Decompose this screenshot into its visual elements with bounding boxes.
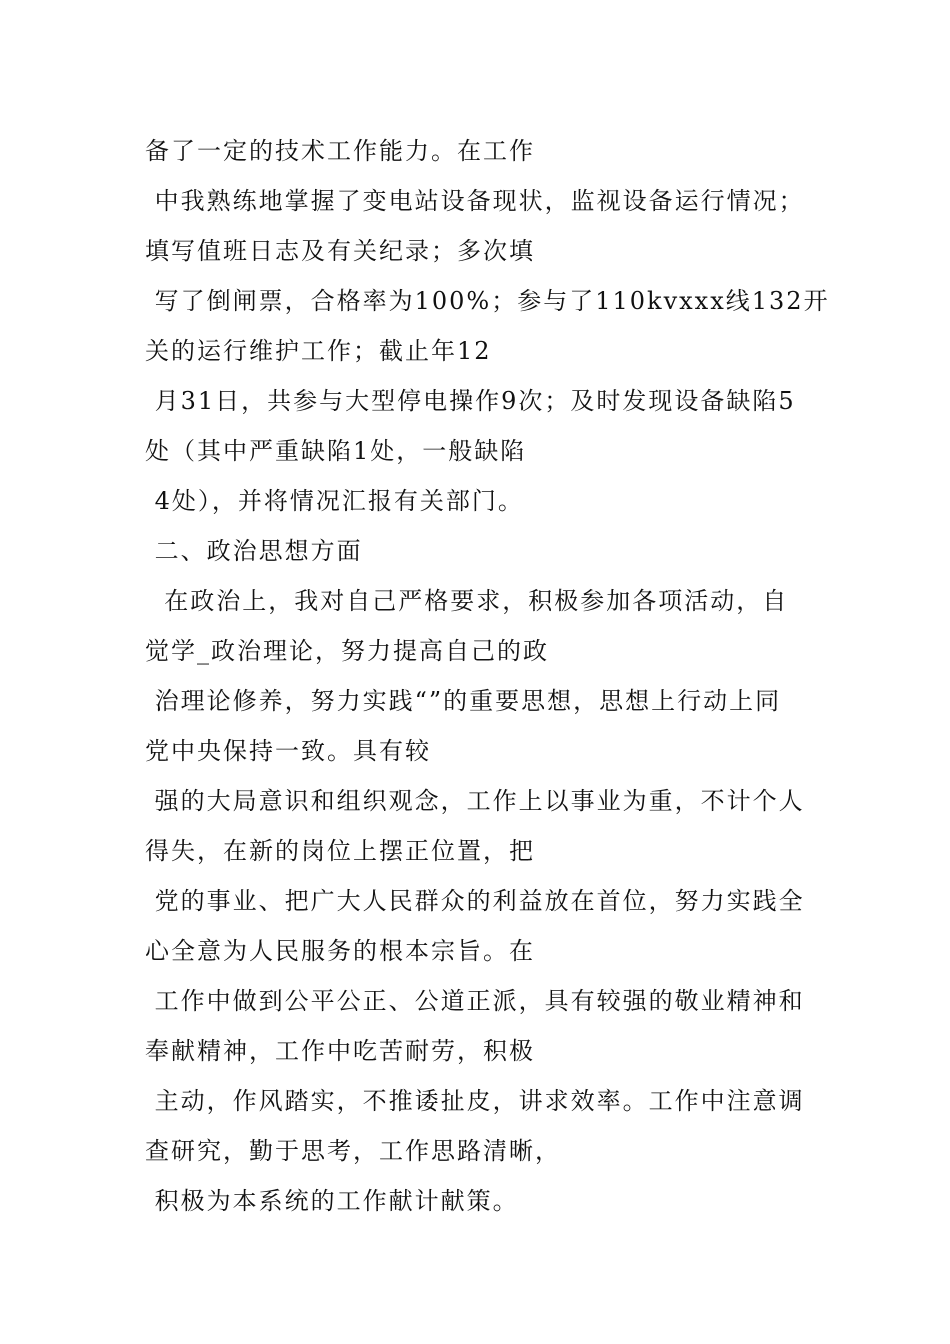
text-line: 积极为本系统的工作献计献策。 [145,1187,519,1215]
text-line: 写了倒闸票，合格率为100%；参与了110kvxxx线132开 [145,287,830,315]
text-line: 心全意为人民服务的根本宗旨。在 [145,937,535,965]
text-line: 4处），并将情况汇报有关部门。 [145,487,524,515]
text-line: 查研究，勤于思考，工作思路清晰， [145,1137,561,1165]
text-line: 治理论修养，努力实践“”的重要思想，思想上行动上同 [145,687,782,715]
text-line: 主动，作风踏实，不推诿扯皮，讲求效率。工作中注意调 [145,1087,805,1115]
section-heading: 二、政治思想方面 [145,537,363,565]
text-line: 党中央保持一致。具有较 [145,737,431,765]
text-line: 在政治上，我对自己严格要求，积极参加各项活动，自 [145,587,789,615]
text-line: 奉献精神，工作中吃苦耐劳，积极 [145,1037,535,1065]
text-line: 填写值班日志及有关纪录；多次填 [145,237,535,265]
text-line: 觉学_政治理论，努力提高自己的政 [145,637,549,665]
text-line: 得失，在新的岗位上摆正位置，把 [145,837,535,865]
text-line: 处（其中严重缺陷1处，一般缺陷 [145,437,527,465]
text-line: 月31日，共参与大型停电操作9次；及时发现设备缺陷5 [145,387,796,415]
text-line: 备了一定的技术工作能力。在工作 [145,137,535,165]
text-line: 关的运行维护工作；截止年12 [145,337,492,365]
text-line: 中我熟练地掌握了变电站设备现状，监视设备运行情况； [145,187,805,215]
text-line: 党的事业、把广大人民群众的利益放在首位，努力实践全 [145,887,805,915]
text-line: 工作中做到公平公正、公道正派，具有较强的敬业精神和 [145,987,805,1015]
text-line: 强的大局意识和组织观念，工作上以事业为重，不计个人 [145,787,805,815]
